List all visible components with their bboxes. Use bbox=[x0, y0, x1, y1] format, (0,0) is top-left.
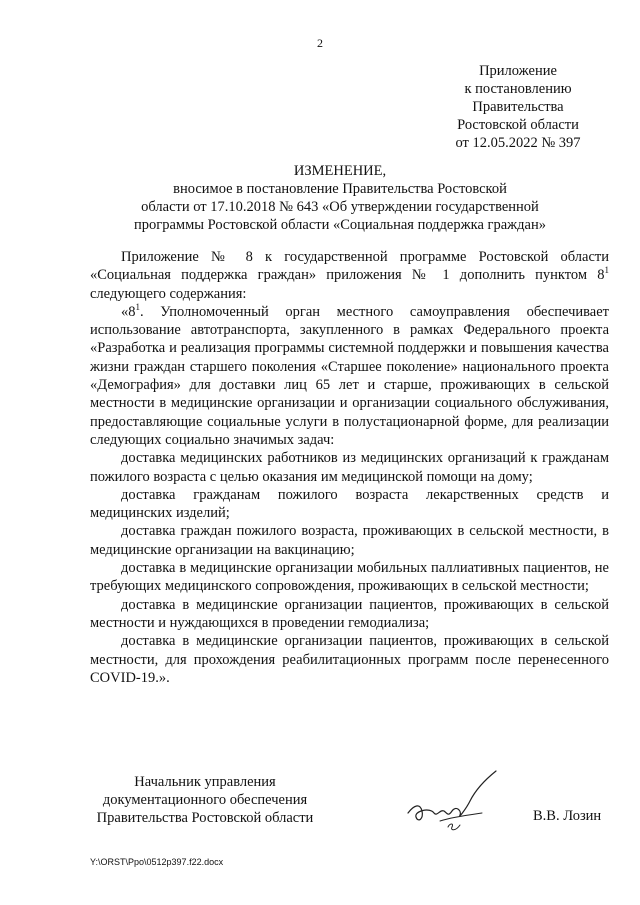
intro-text: Приложение № 8 к государственной программе Ростовской области «Социальная поддержка граждан» приложения № 1 дополнить пунктом 8 bbox=[90, 249, 609, 284]
page-number: 2 bbox=[317, 36, 323, 50]
annex-line: Приложение bbox=[479, 63, 557, 79]
list-item: доставка в медицинские организации пациентов, проживающих в сельской местности, для прохождения реабилитационных программ после перенесенного COVID-19.». bbox=[90, 633, 609, 686]
list-item: доставка гражданам пожилого возраста лекарственных средств и медицинских изделий; bbox=[90, 486, 609, 522]
title-heading: ИЗМЕНЕНИЕ, bbox=[293, 163, 387, 179]
intro-text-end: следующего содержания: bbox=[90, 285, 247, 302]
annex-line: от 12.05.2022 № 397 bbox=[455, 135, 581, 151]
annex-line: Правительства bbox=[472, 99, 564, 115]
list-item: доставка в медицинские организации пациентов, проживающих в сельской местности и нуждающихся в проведении гемодиализа; bbox=[90, 596, 609, 631]
title-line: программы Ростовской области «Социальная поддержка граждан» bbox=[134, 217, 546, 233]
document-body bbox=[90, 248, 609, 687]
position-line: Начальник управления bbox=[134, 774, 276, 790]
clause-number: «8 bbox=[121, 303, 136, 320]
position-line: Правительства Ростовской области bbox=[96, 810, 314, 826]
document-title bbox=[60, 162, 620, 234]
list-item: доставка граждан пожилого возраста, проживающих в сельской местности, в медицинские организации на вакцинацию; bbox=[90, 523, 609, 558]
list-item: доставка в медицинские организации мобильных паллиативных пациентов, не требующих медицинского сопровождения, проживающих в сельской местности; bbox=[90, 560, 609, 595]
superscript: 1 bbox=[604, 265, 609, 276]
title-line: вносимое в постановление Правительства Ростовской bbox=[173, 181, 507, 197]
annex-line: к постановлению bbox=[464, 81, 572, 97]
annex-line: Ростовской области bbox=[457, 117, 579, 133]
signatory-name: В.В. Лозин bbox=[533, 808, 602, 824]
handwritten-signature bbox=[400, 765, 510, 840]
paragraph-main bbox=[90, 303, 609, 449]
main-text: . Уполномоченный орган местного самоуправления обеспечивает использование автотранспорта, закупленного в рамках Федерального проекта «Разработка и реализация программы системной поддержки и повышения качества жизни граждан старшего поколения «Старшее поколение» национального проекта «Демография» для доставки лиц 65 лет и старше, проживающих в сельской местности в медицинские организации и организации социального обслуживания, предоставляющие социальные услуги в полустационарной форме, для реализации следующих социально значимых задач: bbox=[90, 303, 609, 448]
superscript: 1 bbox=[135, 302, 140, 313]
list-item: доставка медицинских работников из медицинских организаций к гражданам пожилого возраста с целью оказания им медицинской помощи на дому; bbox=[90, 450, 609, 485]
title-line: области от 17.10.2018 № 643 «Об утверждении государственной bbox=[141, 199, 539, 215]
annex-block bbox=[448, 62, 588, 152]
signatory-position bbox=[90, 773, 320, 827]
file-path: Y:\ORST\Ppo\0512p397.f22.docx bbox=[90, 857, 224, 867]
position-line: документационного обеспечения bbox=[102, 792, 308, 808]
paragraph-intro bbox=[90, 248, 609, 303]
